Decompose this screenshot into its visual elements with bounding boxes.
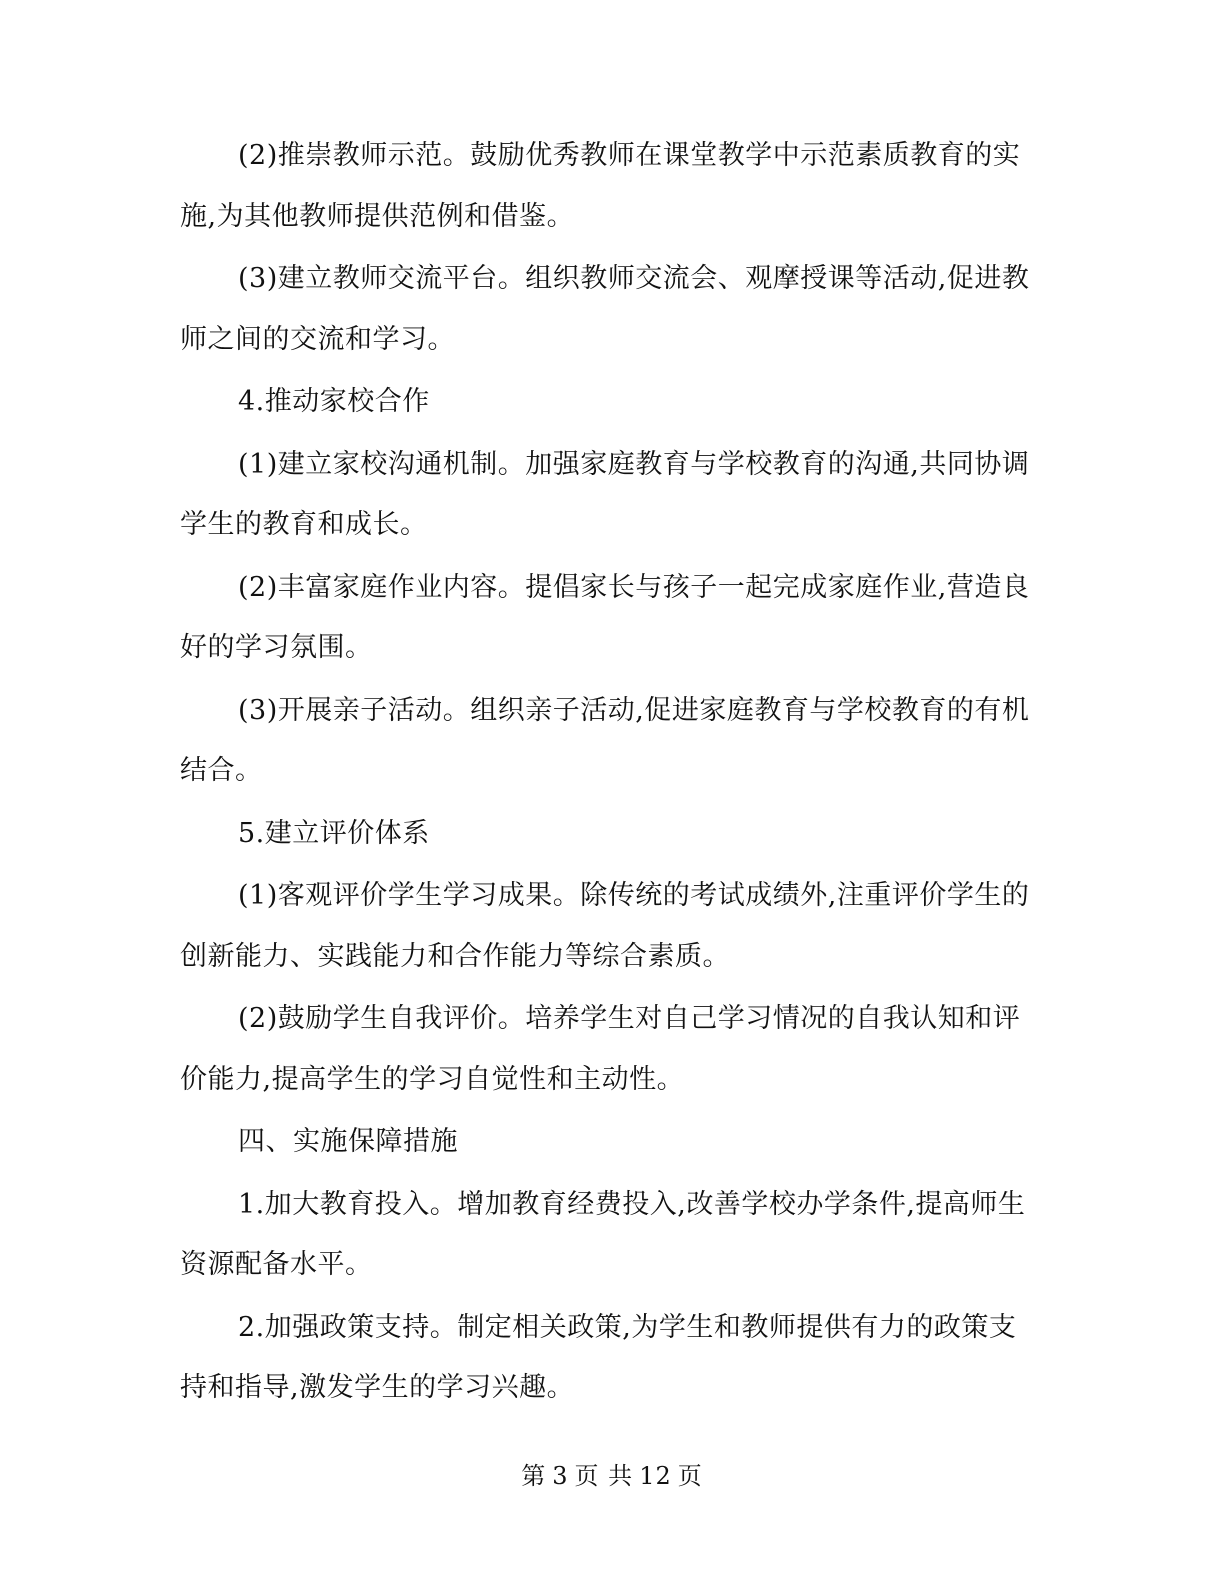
footer-middle: 页 共 [574,1462,634,1490]
paragraph-communication: (1)建立家校沟通机制。加强家庭教育与学校教育的沟通,共同协调学生的教育和成长。 [180,448,1030,540]
paragraph-teacher-exchange: (3)建立教师交流平台。组织教师交流会、观摩授课等活动,促进教师之间的交流和学习。 [180,263,1030,355]
paragraph-homework: (2)丰富家庭作业内容。提倡家长与孩子一起完成家庭作业,营造良好的学习氛围。 [180,571,1030,663]
paragraph-teacher-demo: (2)推崇教师示范。鼓励优秀教师在课堂教学中示范素质教育的实施,为其他教师提供范例和借鉴。 [180,140,1021,232]
footer-prefix: 第 [521,1462,547,1490]
document-body [180,126,1040,1421]
footer-total-pages: 12 [639,1462,672,1490]
section-heading-safeguards: 四、实施保障措施 [238,1126,458,1157]
page-footer [0,1456,1224,1491]
paragraph-parent-child: (3)开展亲子活动。组织亲子活动,促进家庭教育与学校教育的有机结合。 [180,694,1030,786]
section-heading-home-school: 4.推动家校合作 [238,386,430,417]
paragraph-objective-evaluation: (1)客观评价学生学习成果。除传统的考试成绩外,注重评价学生的创新能力、实践能力和合作能力等综合素质。 [180,880,1030,972]
footer-page-number: 3 [552,1462,569,1490]
paragraph-self-evaluation: (2)鼓励学生自我评价。培养学生对自己学习情况的自我认知和评价能力,提高学生的学习自觉性和主动性。 [180,1003,1021,1095]
paragraph-policy: 2.加强政策支持。制定相关政策,为学生和教师提供有力的政策支持和指导,激发学生的学习兴趣。 [180,1311,1017,1403]
section-heading-evaluation: 5.建立评价体系 [238,817,430,849]
footer-suffix: 页 [677,1462,703,1490]
paragraph-investment: 1.加大教育投入。增加教育经费投入,改善学校办学条件,提高师生资源配备水平。 [180,1188,1026,1280]
